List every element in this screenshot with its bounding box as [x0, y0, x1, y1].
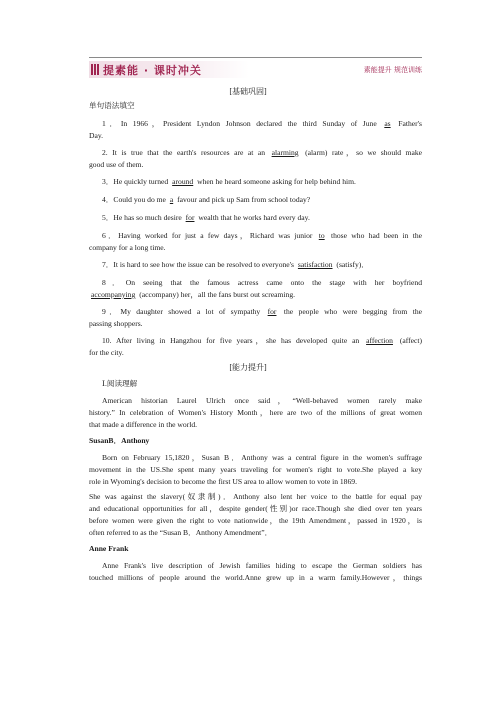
- question-2-cont: good use of them.: [89, 160, 144, 169]
- intro-line-1: American historian Laurel Ulrich once said，“Well-behaved women rarely make: [102, 396, 422, 405]
- question-9-cont: passing shoppers.: [89, 319, 143, 328]
- person1-line-5: and educational opportunities for all，despite gender(性别)or race.Though she died over ten years: [89, 504, 422, 513]
- question-10-cont: for the city.: [89, 348, 124, 357]
- banner-stripes-icon: [91, 64, 98, 75]
- person1-line-2: movement in the US.She spent many years traveling for women's right to vote.She played a key: [89, 465, 422, 474]
- intro-line-3: that made a difference in the world.: [89, 420, 198, 429]
- question-9: 9．My daughter showed a lot of sympathy for the people who were begging from the: [102, 307, 423, 316]
- intro-line-2: history.” In celebration of Women's History Month，here are two of the millions of great women: [89, 408, 422, 417]
- answer-7: satisfaction: [297, 260, 333, 269]
- person1-line-3: role in Wyoming's decision to become the first US area to allow women to vote in 1869.: [89, 477, 357, 486]
- person1-line-7: often referred to as the “Susan B．Anthony Amendment”．: [89, 528, 273, 537]
- answer-9: for: [267, 307, 277, 316]
- person1-line-4: She was against the slavery(奴隶制)．Anthony also lent her voice to the battle for equal pay: [89, 492, 422, 501]
- person2-line-2: touched millions of people around the world.Anne grew up in a warm family.However，things: [89, 573, 422, 582]
- answer-5: for: [185, 213, 195, 222]
- question-8: 8．On seeing that the famous actress came onto the stage with her boyfriend: [102, 278, 423, 287]
- banner-title: 提素能 · 课时冲关: [103, 64, 202, 77]
- section-banner: [89, 61, 422, 78]
- section-title-basic: [基础巩固]: [229, 87, 267, 96]
- person2-name: Anne Frank: [89, 544, 129, 553]
- answer-2: alarming: [271, 148, 299, 157]
- banner-right-text: 素能提升 规范训练: [363, 66, 422, 74]
- person1-line-1: Born on February 15,1820，Susan B．Anthony was a central figure in the women's suffrage: [102, 453, 422, 462]
- question-1: 1．In 1966，President Lyndon Johnson declared the third Sunday of June as Father's: [102, 119, 422, 128]
- person2-line-1: Anne Frank's live description of Jewish families hiding to escape the German soldiers has: [102, 561, 422, 570]
- section-title-advanced: [能力提升]: [229, 363, 267, 372]
- person1-name: SusanB．Anthony: [89, 436, 150, 445]
- question-6-cont: company for a long time.: [89, 243, 166, 252]
- answer-10: affection: [366, 336, 393, 345]
- question-3: 3．He quickly turned around when he heard someone asking for help behind him.: [102, 177, 356, 186]
- answer-8: accompanying: [91, 290, 136, 299]
- question-7: 7．It is hard to see how the issue can be resolved to everyone's satisfaction (satisfy)．: [102, 260, 369, 269]
- answer-6: to: [318, 231, 325, 240]
- question-8-cont: accompanying (accompany) her，all the fans burst out screaming.: [91, 290, 296, 299]
- question-4: 4．Could you do me a favour and pick up Sam from school today?: [102, 195, 311, 204]
- question-2: 2. It is true that the earth's resources are at an alarming (alarm) rate，so we should make: [102, 148, 422, 157]
- question-10: 10. After living in Hangzhou for five years，she has developed quite an affection (affect): [102, 336, 423, 345]
- answer-3: around: [172, 177, 194, 186]
- exercise-subtitle: 单句语法填空: [89, 101, 135, 110]
- header-rule: [89, 57, 422, 58]
- person1-line-6: before women were given the right to vote nationwide，the 19th Amendment，passed in 1920，is: [89, 516, 422, 525]
- answer-4: a: [169, 195, 174, 204]
- part-label: Ⅰ.阅读理解: [102, 379, 138, 388]
- answer-1: as: [384, 119, 391, 128]
- question-5: 5．He has so much desire for wealth that he works hard every day.: [102, 213, 310, 222]
- question-1-cont: Day.: [89, 131, 104, 140]
- question-6: 6．Having worked for just a few days，Richard was junior to those who had been in the: [102, 231, 422, 240]
